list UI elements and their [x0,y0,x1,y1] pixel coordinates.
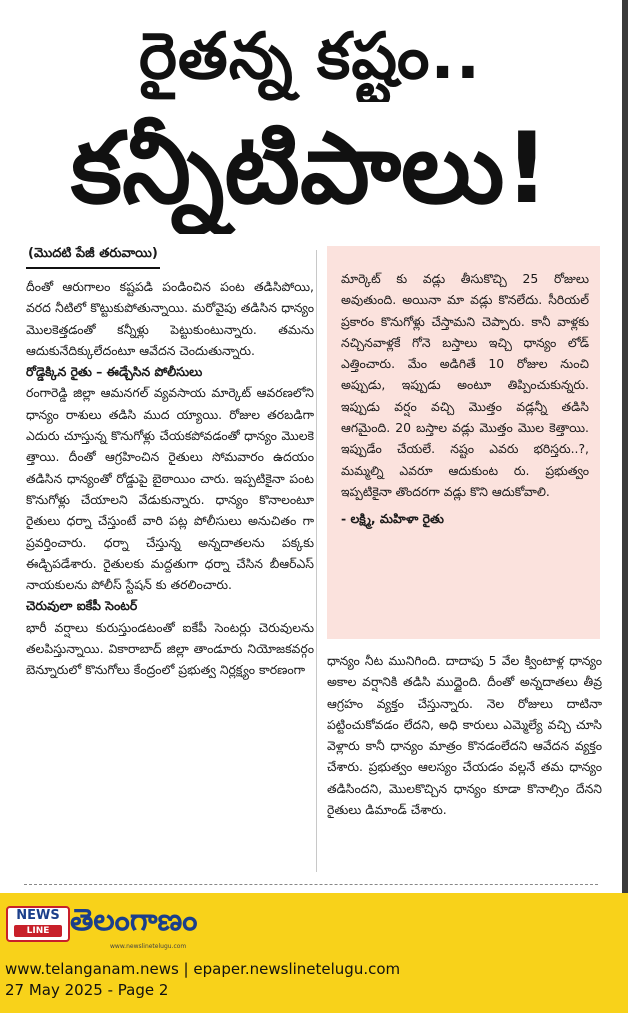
headline-line-2: కన్నీటిపాలు! [70,112,550,226]
left-paragraph-2: రంగారెడ్డి జిల్లా ఆమనగల్ వ్యవసాయ మార్కెట్ ఆవరణలోని ధాన్యం రాశులు తడిసి ముద య్యాయి. రోజుల తరబడిగా ఎదురు చూస్తున్న కొనుగోళ్లు చేయకపోవడంతో ధాన్యం మొలకె త్తాయి. దీంతో ఆగ్రహించిన రైతులు సోమవారం ఉదయం తడిసిన ధాన్యంతో రోడ్డుపై బైఠాయిం చారు. ఇప్పటికైనా పంట కొనుగోళ్లు చేయాలని వేడుకున్నారు. ధాన్యం కొనాలంటూ రైతులు ధర్నా చేస్తుంటే వారి పట్ల పోలీసులు అనుచితం గా ప్రవర్తించారు. ధర్నా చేస్తున్న అన్నదాతలను పక్కకు ఈడ్చిపడేశారు. రైతులకు మద్దతుగా ధర్నా చేసిన బీఆర్ఎస్ నాయకులను పోలీస్ స్టేషన్ కు తరలించారు. [26,385,314,593]
quote-box-text [341,268,589,633]
left-paragraph-3: భారీ వర్షాలు కురుస్తుండటంతో ఐకేపీ సెంటర్లు చెరువులను తలపిస్తున్నాయి. వికారాబాద్ జిల్లా తాండూరు నియోజకవర్గం బెన్నూరులో కొనుగోలు కేంద్రంలో ప్రభుత్వ నిర్లక్ష్యం కారణంగా [26,619,314,678]
headline-line-1: రైతన్న కష్టం.. [138,20,482,94]
brand-name: తెలంగాణం [70,903,198,938]
subheading-ikp-center: చెరువులా ఐకేపీ సెంటర్ [26,598,138,614]
newsline-logo [6,906,70,942]
footer-date-page: 27 May 2025 - Page 2 [5,981,169,999]
logo-line-text: LINE [14,925,62,937]
footer [0,893,628,1013]
brand-website: www.newslinetelugu.com [110,943,187,950]
footer-separator [24,884,598,885]
page-edge-rule [622,0,628,893]
continuation-kicker: (మొదటి పేజీ తరువాయి) [26,246,160,269]
logo-news-text: NEWS [16,908,60,923]
left-paragraph-1: దీంతో ఆరుగాలం కష్టపడి పండించిన పంట తడిసిపోయి, వరద నీటిలో కొట్టుకుపోతున్నాయి. మరోవైపు తడిసిన ధాన్యం మొలకెత్తడంతో కన్నీళ్లు పెట్టుకుంటున్నారు. తమను ఆదుకునేదిక్కులేదంటూ ఆవేదన చెందుతున్నారు. [26,279,314,358]
right-paragraph-1: ధాన్యం నీట మునిగింది. దాదాపు 5 వేల క్వింటాళ్ల ధాన్యం అకాల వర్షానికి తడిసి ముద్దైంది. దీంతో అన్నదాతలు తీవ్ర ఆగ్రహం వ్యక్తం చేస్తున్నారు. నెల రోజులు దాటినా పట్టించుకోవడం లేదని, అధి కారులు ఎమ్మెల్యే వచ్చి చూసి వెళ్లారు కానీ ధాన్యం మాత్రం కొనడంలేదని ఆవేదన వ్యక్తం చేశారు. ప్రభుత్వం ఆలస్యం చేయడం వల్లనే తమ ధాన్యం తడిసిందని, మొలకొచ్చిన ధాన్యం కూడా కొనాల్సిం దేనని రైతులు డిమాండ్ చేశారు. [327,653,602,818]
footer-urls[interactable]: www.telanganam.news | epaper.newslinetelugu.com [5,960,401,978]
subheading-road-protest: రోడ్డెక్కిన రైతు – ఈడ్చేసిన పోలీసులు [26,364,203,380]
quote-text: మార్కెట్ కు వడ్లు తీసుకొచ్చి 25 రోజులు అవుతుంది. అయినా మా వడ్లు కొనలేదు. సీరియల్ ప్రకారం కొనుగోళ్లు చేస్తామని చెప్పారు. కానీ వాళ్లకు నచ్చినవాళ్లకే గోనె బస్తాలు ఇచ్చి ధాన్యం లోడ్ ఎత్తించారు. మేం అడిగితే 10 రోజుల నుంచి అప్పుడు, ఇప్పుడు అంటూ తిప్పించుకున్నరు. ఇప్పుడు వర్షం వచ్చి మొత్తం వడ్లన్నీ తడిసి ఆగమైంది. 20 బస్తాల వడ్లు మొత్తం మొల కెత్తాయి. ఇప్పుడేం చేయలే. నష్టం ఎవరు భరిస్తరు..?, మమ్మల్ని ఎవరూ ఆదుకుంట రు. ప్రభుత్వం ఇప్పటికైనా తొందరగా వడ్లు కొని ఆదుకోవాలి. [341,271,589,499]
left-column [26,276,314,870]
column-divider [316,250,317,872]
right-column [327,650,602,872]
quote-signature: - లక్ష్మి, మహిళా రైతు [341,511,444,527]
